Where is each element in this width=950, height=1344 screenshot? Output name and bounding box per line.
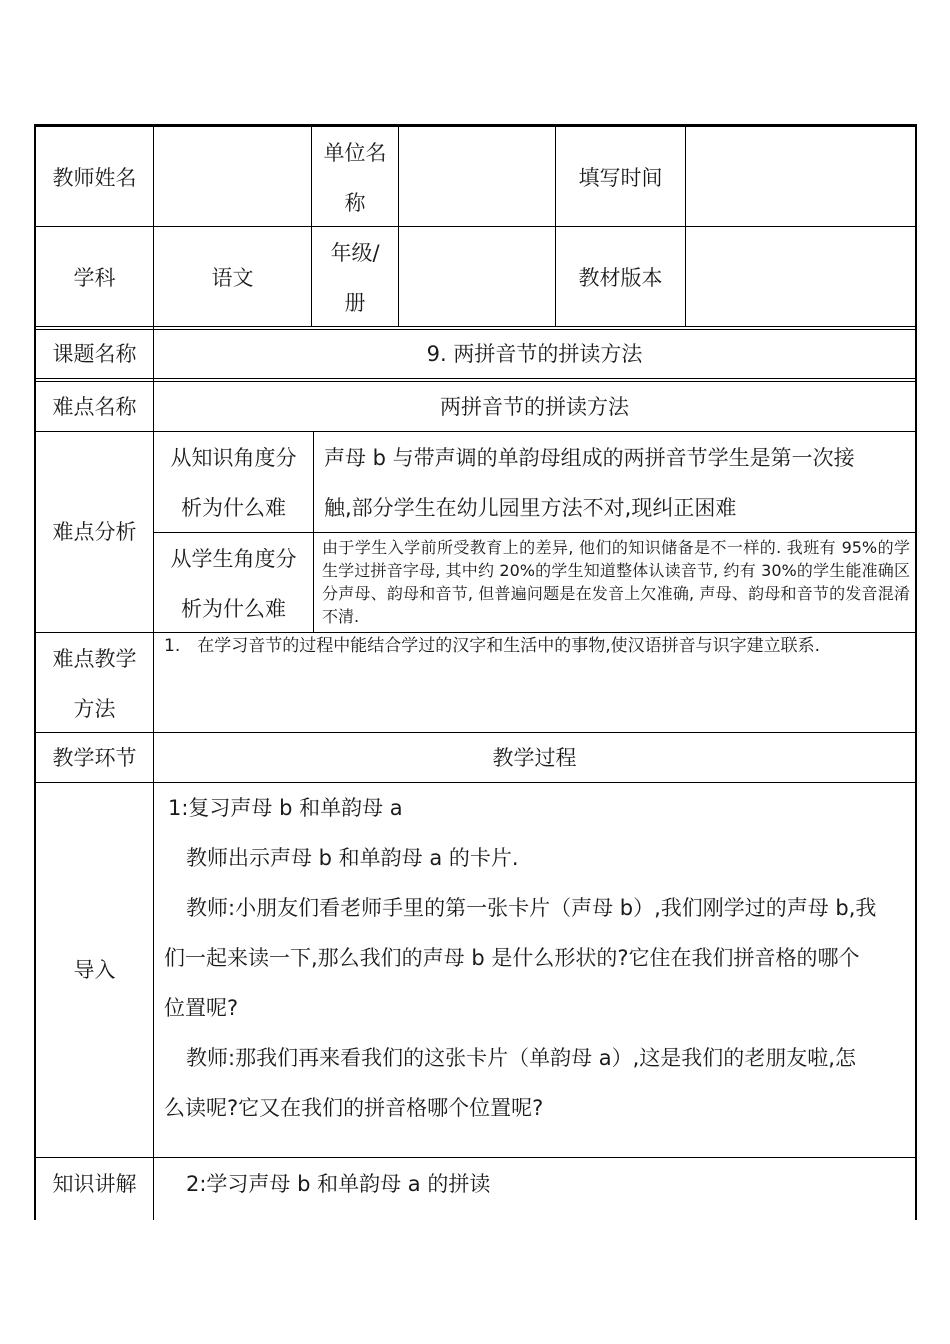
- row-divider: [34, 329, 917, 330]
- student-angle-text: 由于学生入学前所受教育上的差异, 他们的知识储备是不一样的. 我班有 95%的学生学过拼音字母, 其中约 20%的学生知道整体认读音节, 约有 30%的学生能准确区分声母、韵母和音节, 但普遍问题是在发音上欠准确, 声母、韵母和音节的发音混淆不清.: [322, 538, 910, 626]
- student-angle-label-line1: 从学生角度分: [170, 547, 297, 571]
- process-content-label: 教学过程: [492, 746, 577, 770]
- knowledge-angle-label-line2: 析为什么难: [181, 496, 286, 520]
- row-divider: [34, 732, 917, 733]
- intro-line: 教师:那我们再来看我们的这张卡片（单韵母 a）,这是我们的老朋友啦,怎: [186, 1046, 856, 1070]
- intro-line: 教师:小朋友们看老师手里的第一张卡片（声母 b）,我们刚学过的声母 b,我: [186, 896, 877, 920]
- topic-label: 课题名称: [52, 342, 137, 366]
- col-divider: [685, 124, 686, 327]
- knowledge-line: 2:学习声母 b 和单韵母 a 的拼读: [186, 1172, 491, 1196]
- row-divider: [34, 326, 917, 327]
- row-divider: [154, 532, 917, 533]
- table-border-top: [34, 124, 917, 127]
- unit-name-label-line2: 称: [344, 191, 366, 215]
- row-divider: [34, 226, 917, 227]
- method-label-line2: 方法: [73, 697, 116, 721]
- grade-label-line1: 年级/: [330, 241, 380, 265]
- analysis-label: 难点分析: [52, 520, 137, 544]
- intro-line: 们一起来读一下,那么我们的声母 b 是什么形状的?它住在我们拼音格的哪个: [164, 946, 860, 970]
- intro-line: 教师出示声母 b 和单韵母 a 的卡片.: [186, 846, 519, 870]
- intro-label: 导入: [73, 958, 116, 982]
- row-divider: [34, 782, 917, 783]
- subject-value: 语文: [211, 266, 254, 290]
- fill-time-label: 填写时间: [578, 166, 663, 190]
- teacher-name-label: 教师姓名: [52, 166, 137, 190]
- difficulty-label: 难点名称: [52, 395, 137, 419]
- row-divider: [34, 431, 917, 432]
- intro-line: 么读呢?它又在我们的拼音格哪个位置呢?: [164, 1096, 544, 1120]
- col-divider: [555, 124, 556, 327]
- table-border-right: [915, 124, 917, 1220]
- textbook-label: 教材版本: [578, 266, 663, 290]
- col-divider: [313, 431, 314, 632]
- subject-label: 学科: [73, 266, 116, 290]
- col-divider: [398, 124, 399, 327]
- process-step-label: 教学环节: [52, 746, 137, 770]
- knowledge-angle-text-line2: 触,部分学生在幼儿园里方法不对,现纠正困难: [324, 496, 737, 520]
- intro-line: 位置呢?: [164, 996, 239, 1020]
- student-angle-label-line2: 析为什么难: [181, 597, 286, 621]
- knowledge-label: 知识讲解: [52, 1172, 137, 1196]
- difficulty-value: 两拼音节的拼读方法: [440, 395, 629, 419]
- method-item: 1. 在学习音节的过程中能结合学过的汉字和生活中的事物,使汉语拼音与识字建立联系.: [164, 636, 821, 656]
- row-divider: [34, 1157, 917, 1158]
- unit-name-label-line1: 单位名: [323, 141, 387, 165]
- knowledge-angle-text-line1: 声母 b 与带声调的单韵母组成的两拼音节学生是第一次接: [324, 446, 855, 470]
- grade-label-line2: 册: [344, 291, 366, 315]
- row-divider: [34, 378, 917, 379]
- row-divider: [34, 381, 917, 382]
- method-label-line1: 难点教学: [52, 647, 137, 671]
- topic-value: 9. 两拼音节的拼读方法: [426, 342, 643, 366]
- row-divider: [34, 632, 917, 633]
- knowledge-angle-label-line1: 从知识角度分: [170, 446, 297, 470]
- intro-line: 1:复习声母 b 和单韵母 a: [168, 796, 403, 820]
